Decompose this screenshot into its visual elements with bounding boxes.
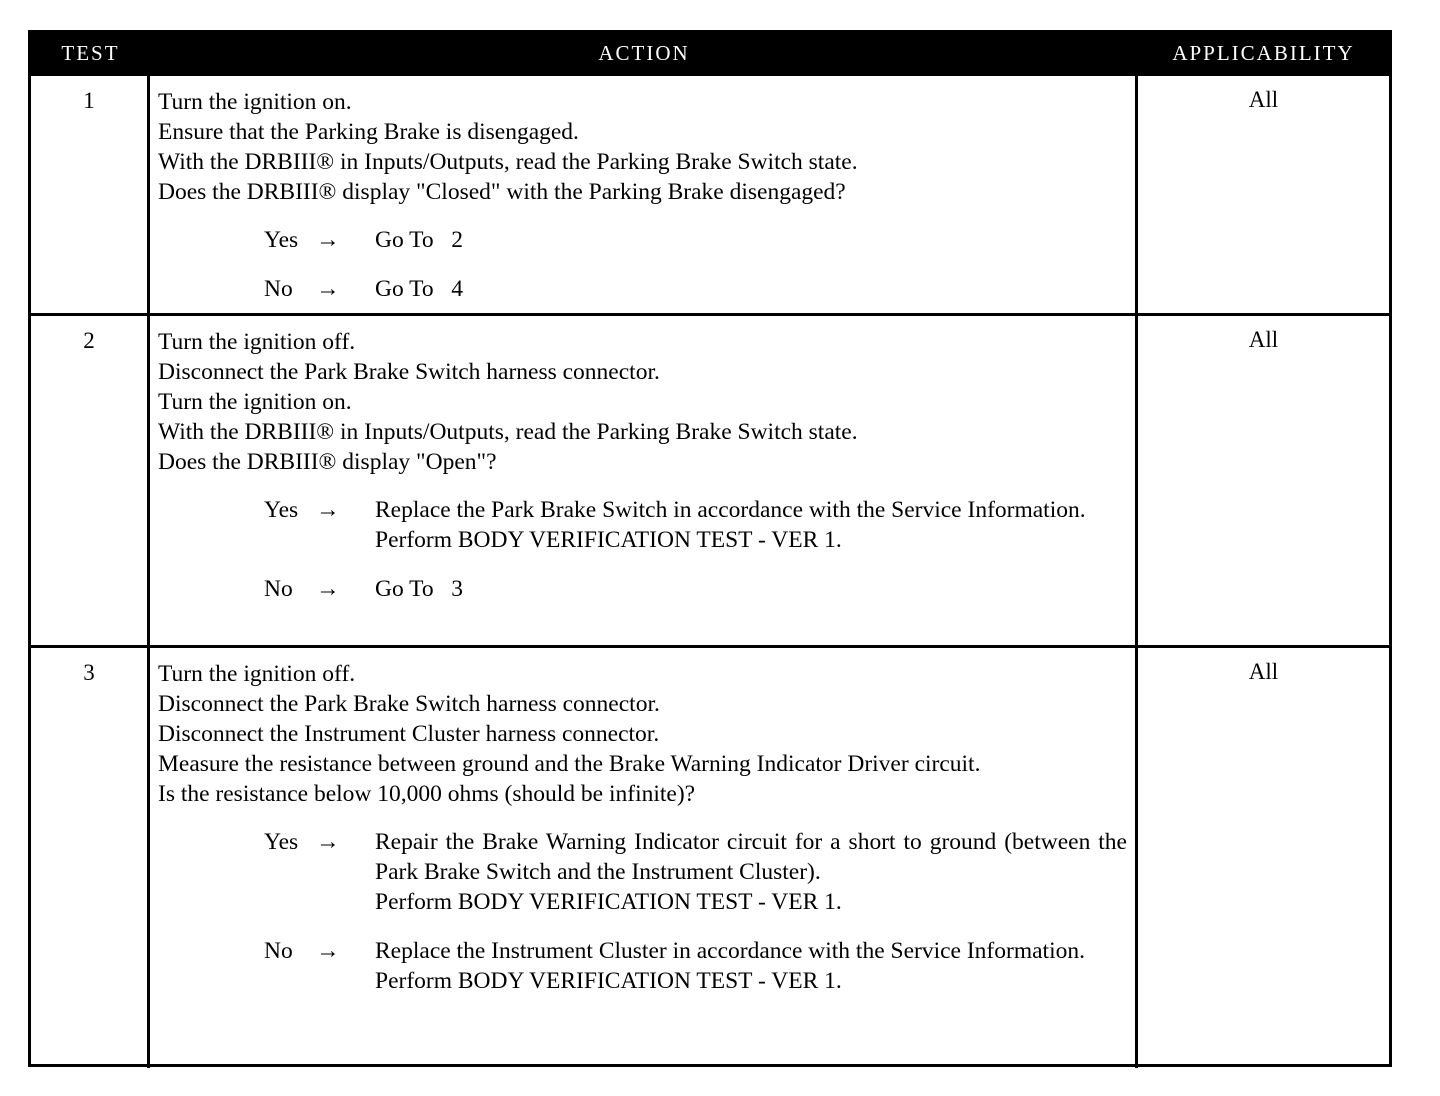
outcome-no — [264, 574, 1127, 604]
table-row — [31, 313, 1389, 645]
action-step: Turn the ignition on. — [158, 389, 352, 415]
outcome-yes — [264, 827, 1133, 917]
outcome-no — [264, 936, 1127, 996]
action-step: Measure the resistance between ground and the Brake Warning Indicator Driver circuit. — [158, 751, 981, 777]
action-step: Disconnect the Park Brake Switch harness connector. — [158, 359, 660, 385]
outcome-answer: Yes — [264, 829, 299, 855]
outcome-result — [375, 225, 1127, 255]
action-cell — [150, 316, 1138, 645]
arrow-right-icon: → — [316, 576, 340, 602]
outcome-result — [375, 827, 1133, 917]
outcome-result — [375, 495, 1127, 555]
result-line: Repair the Brake Warning Indicator circuit for a short to ground (between the Park Brake Switch and the Instrument Cluster). — [375, 829, 1133, 885]
result-line: Go To 2 — [375, 227, 464, 253]
arrow-right-icon: → — [316, 227, 340, 253]
result-line: Perform BODY VERIFICATION TEST - VER 1. — [375, 527, 842, 553]
test-number: 1 — [31, 76, 150, 313]
action-step: Turn the ignition off. — [158, 661, 356, 687]
action-step: Does the DRBIII® display "Open"? — [158, 449, 497, 475]
arrow-right-icon: → — [316, 829, 340, 855]
action-step: Does the DRBIII® display "Closed" with the Parking Brake disengaged? — [158, 179, 846, 205]
test-number: 3 — [31, 648, 150, 1068]
test-number: 2 — [31, 316, 150, 645]
action-step: Turn the ignition off. — [158, 329, 356, 355]
outcome-result — [375, 274, 1127, 304]
action-step: Ensure that the Parking Brake is disengaged. — [158, 119, 579, 145]
result-line: Replace the Park Brake Switch in accordance with the Service Information. — [375, 497, 1086, 523]
outcome-yes — [264, 495, 1127, 555]
header-applicability: APPLICABILITY — [1172, 40, 1355, 65]
table-body — [31, 73, 1389, 1068]
outcome-no — [264, 274, 1127, 304]
action-step: Disconnect the Park Brake Switch harness connector. — [158, 691, 660, 717]
arrow-right-icon: → — [316, 276, 340, 302]
outcome-result — [375, 574, 1127, 604]
action-step: Is the resistance below 10,000 ohms (should be infinite)? — [158, 781, 696, 807]
outcome-answer: No — [264, 276, 293, 302]
outcomes — [158, 225, 1127, 304]
outcomes — [158, 495, 1127, 604]
action-step: Disconnect the Instrument Cluster harness connector. — [158, 721, 660, 747]
action-step: With the DRBIII® in Inputs/Outputs, read the Parking Brake Switch state. — [158, 419, 858, 445]
outcome-answer: Yes — [264, 497, 299, 523]
outcome-answer: Yes — [264, 227, 299, 253]
outcome-answer: No — [264, 938, 293, 964]
applicability-cell: All — [1248, 659, 1279, 684]
arrow-right-icon: → — [316, 938, 340, 964]
table-row — [31, 645, 1389, 1068]
table-row — [31, 73, 1389, 313]
outcome-yes — [264, 225, 1127, 255]
result-line: Go To 4 — [375, 276, 464, 302]
arrow-right-icon: → — [316, 497, 340, 523]
table-header — [31, 33, 1389, 73]
result-line: Perform BODY VERIFICATION TEST - VER 1. — [375, 889, 842, 915]
action-step: With the DRBIII® in Inputs/Outputs, read the Parking Brake Switch state. — [158, 149, 858, 175]
result-line: Perform BODY VERIFICATION TEST - VER 1. — [375, 968, 842, 994]
diagnostic-test-table — [28, 30, 1392, 1067]
result-line: Replace the Instrument Cluster in accordance with the Service Information. — [375, 938, 1085, 964]
action-cell — [150, 76, 1138, 313]
applicability-cell: All — [1248, 327, 1279, 352]
result-line: Go To 3 — [375, 576, 464, 602]
header-test: TEST — [61, 40, 120, 65]
action-cell — [150, 648, 1138, 1068]
action-step: Turn the ignition on. — [158, 89, 352, 115]
header-action: ACTION — [598, 40, 690, 65]
outcome-result — [375, 936, 1127, 996]
outcome-answer: No — [264, 576, 293, 602]
applicability-cell: All — [1248, 87, 1279, 112]
outcomes — [158, 827, 1133, 996]
